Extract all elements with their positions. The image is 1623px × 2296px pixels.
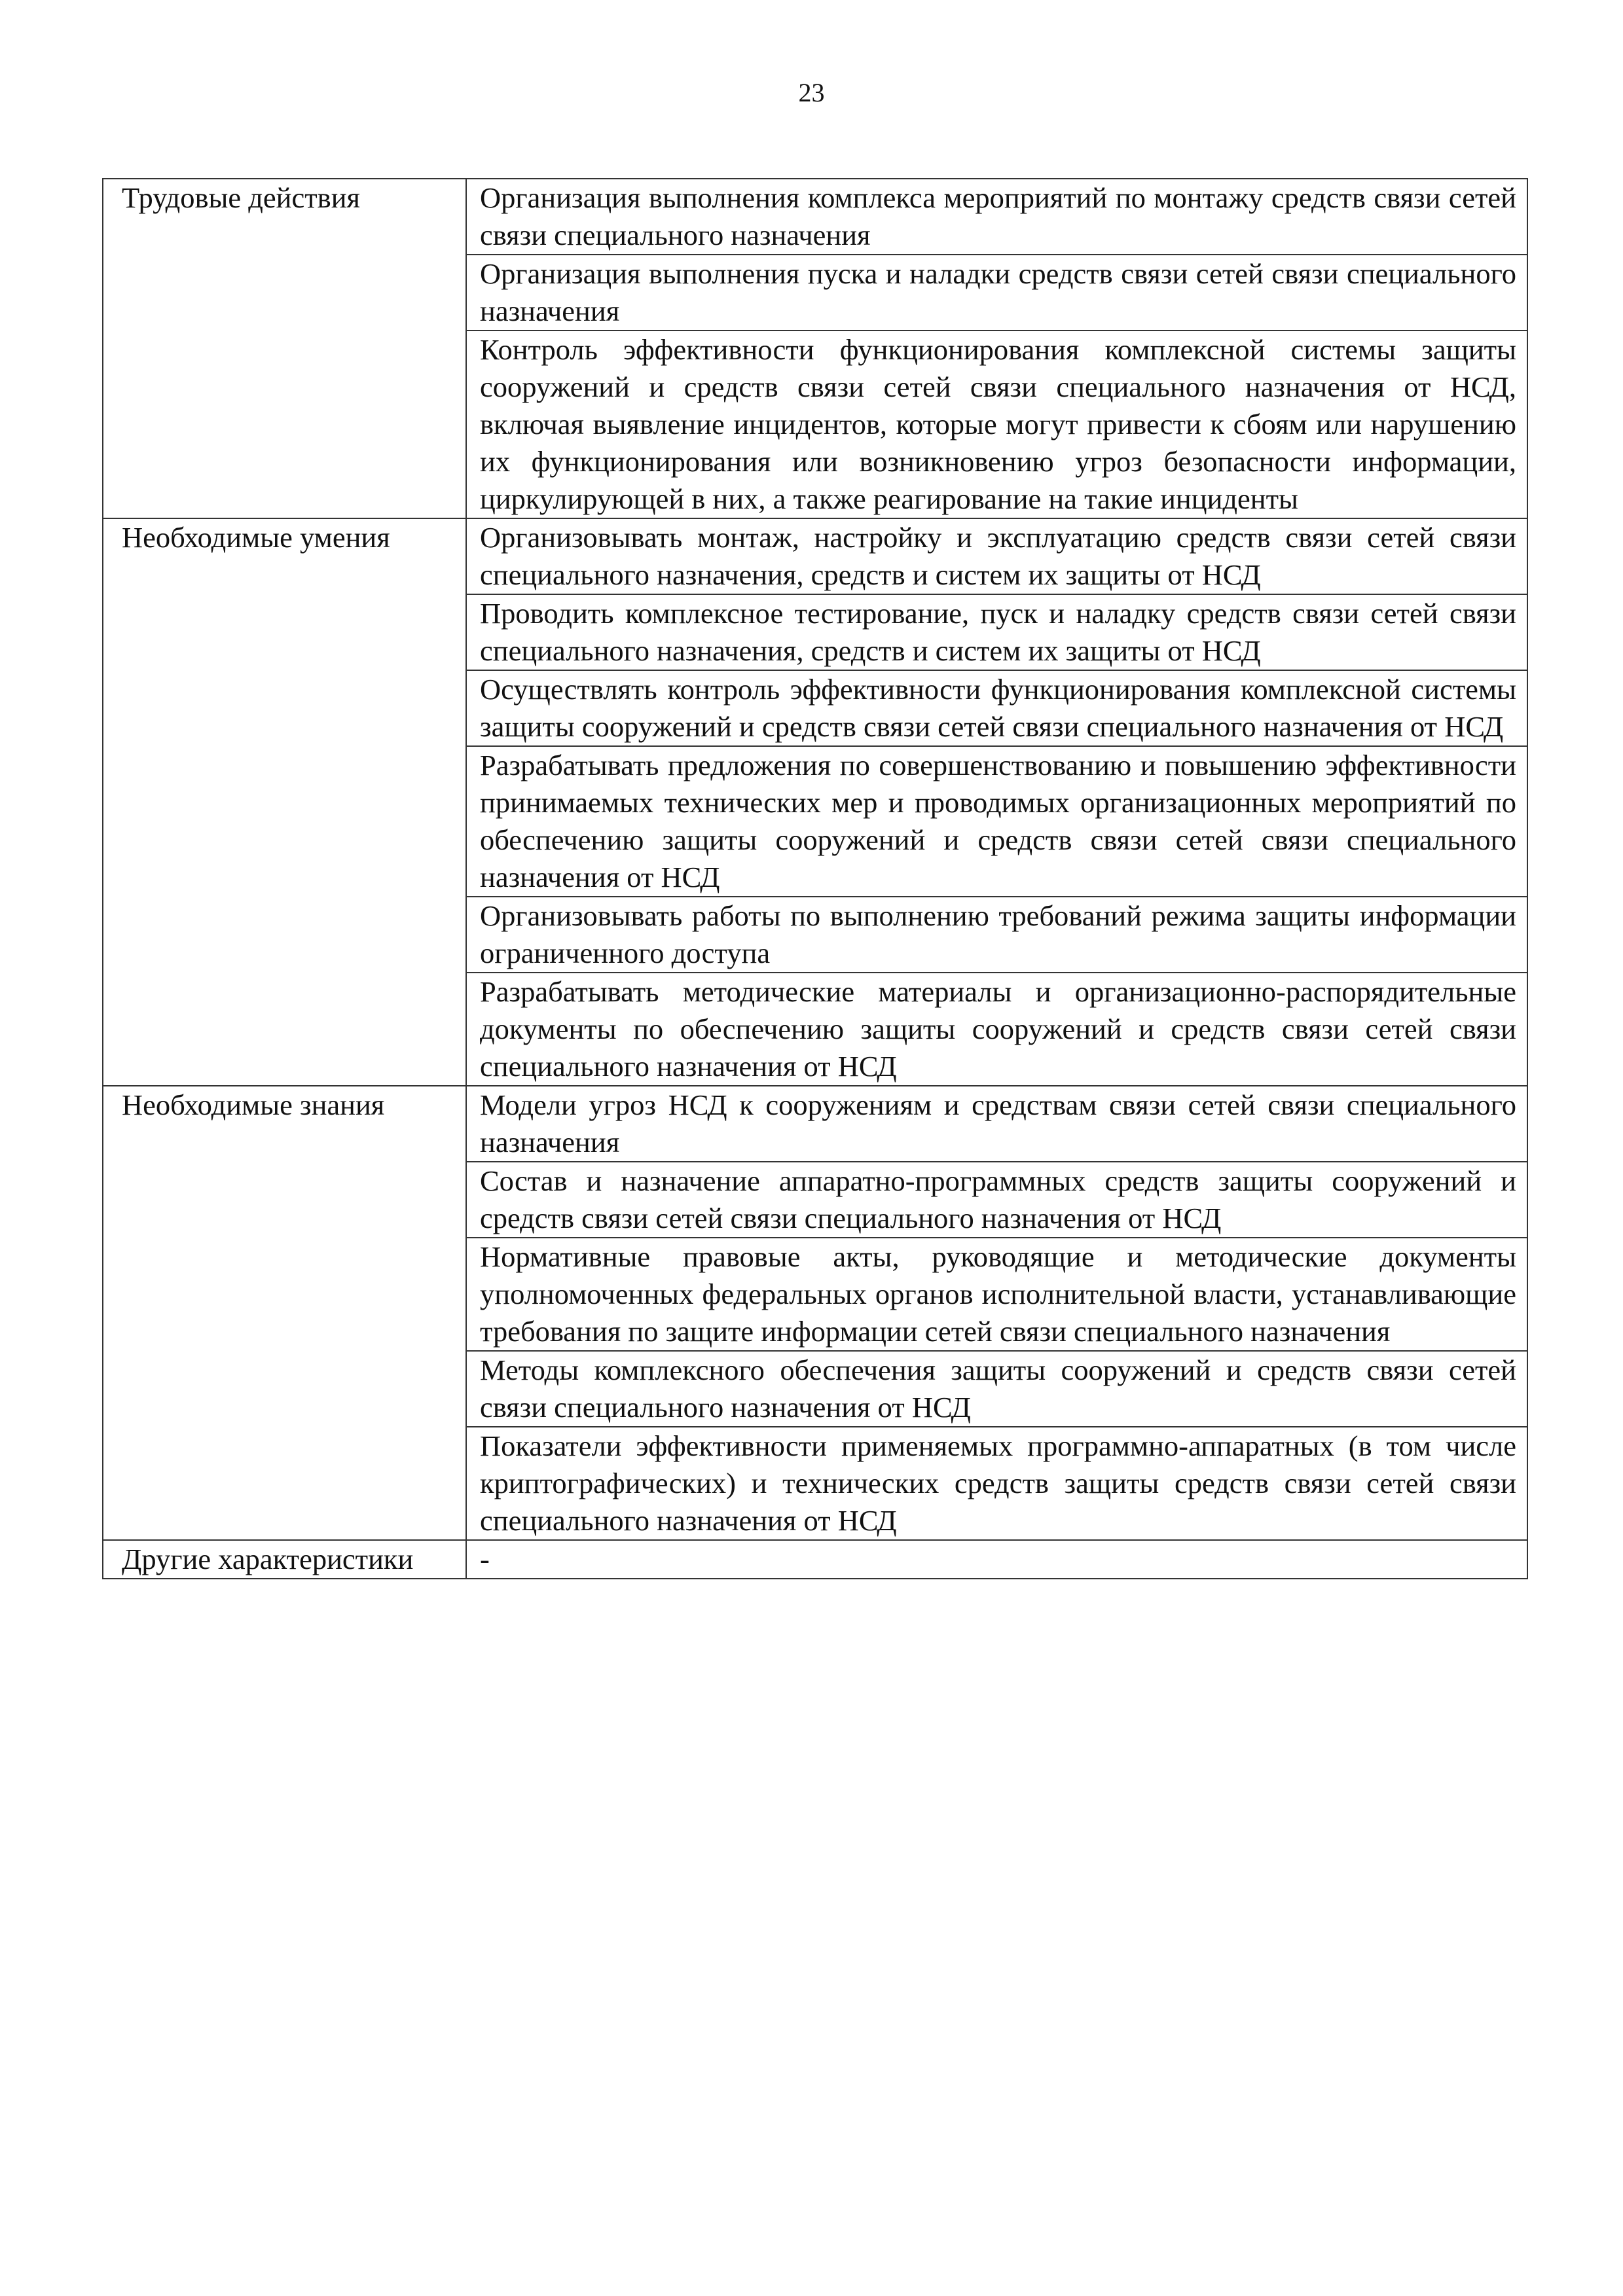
skill-item: Разрабатывать предложения по совершенствованию и повышению эффективности принимаемых технических мер и проводимых организационных мероприятий по обеспечению защиты сооружений и средств связи сетей связи специального назначения от НСД xyxy=(466,746,1527,897)
row-label-required-skills: Необходимые умения xyxy=(103,518,466,1086)
table-row xyxy=(103,518,1527,594)
skill-item: Разрабатывать методические материалы и организационно-распорядительные документы по обеспечению защиты сооружений и средств связи сетей связи специального назначения от НСД xyxy=(466,973,1527,1086)
table-row xyxy=(103,179,1527,255)
other-characteristics-item: - xyxy=(466,1540,1527,1579)
table-row xyxy=(103,1086,1527,1162)
labor-action-item: Организация выполнения пуска и наладки средств связи сетей связи специального назначения xyxy=(466,255,1527,331)
row-label-required-knowledge: Необходимые знания xyxy=(103,1086,466,1540)
characteristics-table xyxy=(102,178,1528,1579)
skill-item: Организовывать работы по выполнению требований режима защиты информации ограниченного доступа xyxy=(466,897,1527,973)
page-number: 23 xyxy=(798,78,825,107)
knowledge-item: Нормативные правовые акты, руководящие и методические документы уполномоченных федеральных органов исполнительной власти, устанавливающие требования по защите информации сетей связи специального назначения xyxy=(466,1238,1527,1351)
knowledge-item: Модели угроз НСД к сооружениям и средствам связи сетей связи специального назначения xyxy=(466,1086,1527,1162)
knowledge-item: Методы комплексного обеспечения защиты сооружений и средств связи сетей связи специального назначения от НСД xyxy=(466,1351,1527,1427)
skill-item: Организовывать монтаж, настройку и эксплуатацию средств связи сетей связи специального назначения, средств и систем их защиты от НСД xyxy=(466,518,1527,594)
table-row xyxy=(103,1540,1527,1579)
row-label-other-characteristics: Другие характеристики xyxy=(103,1540,466,1579)
row-label-labor-actions: Трудовые действия xyxy=(103,179,466,518)
labor-action-item: Контроль эффективности функционирования комплексной системы защиты сооружений и средств связи сетей связи специального назначения от НСД, включая выявление инцидентов, которые могут привести к сбоям или нарушению их функционирования или возникновению угроз безопасности информации, циркулирующей в них, а также реагирование на такие инциденты xyxy=(466,331,1527,518)
knowledge-item: Состав и назначение аппаратно-программных средств защиты сооружений и средств связи сетей связи специального назначения от НСД xyxy=(466,1162,1527,1238)
skill-item: Проводить комплексное тестирование, пуск и наладку средств связи сетей связи специального назначения, средств и систем их защиты от НСД xyxy=(466,594,1527,670)
skill-item: Осуществлять контроль эффективности функционирования комплексной системы защиты сооружений и средств связи сетей связи специального назначения от НСД xyxy=(466,670,1527,746)
knowledge-item: Показатели эффективности применяемых программно-аппаратных (в том числе криптографических) и технических средств защиты средств связи сетей связи специального назначения от НСД xyxy=(466,1427,1527,1540)
labor-action-item: Организация выполнения комплекса мероприятий по монтажу средств связи сетей связи специального назначения xyxy=(466,179,1527,255)
